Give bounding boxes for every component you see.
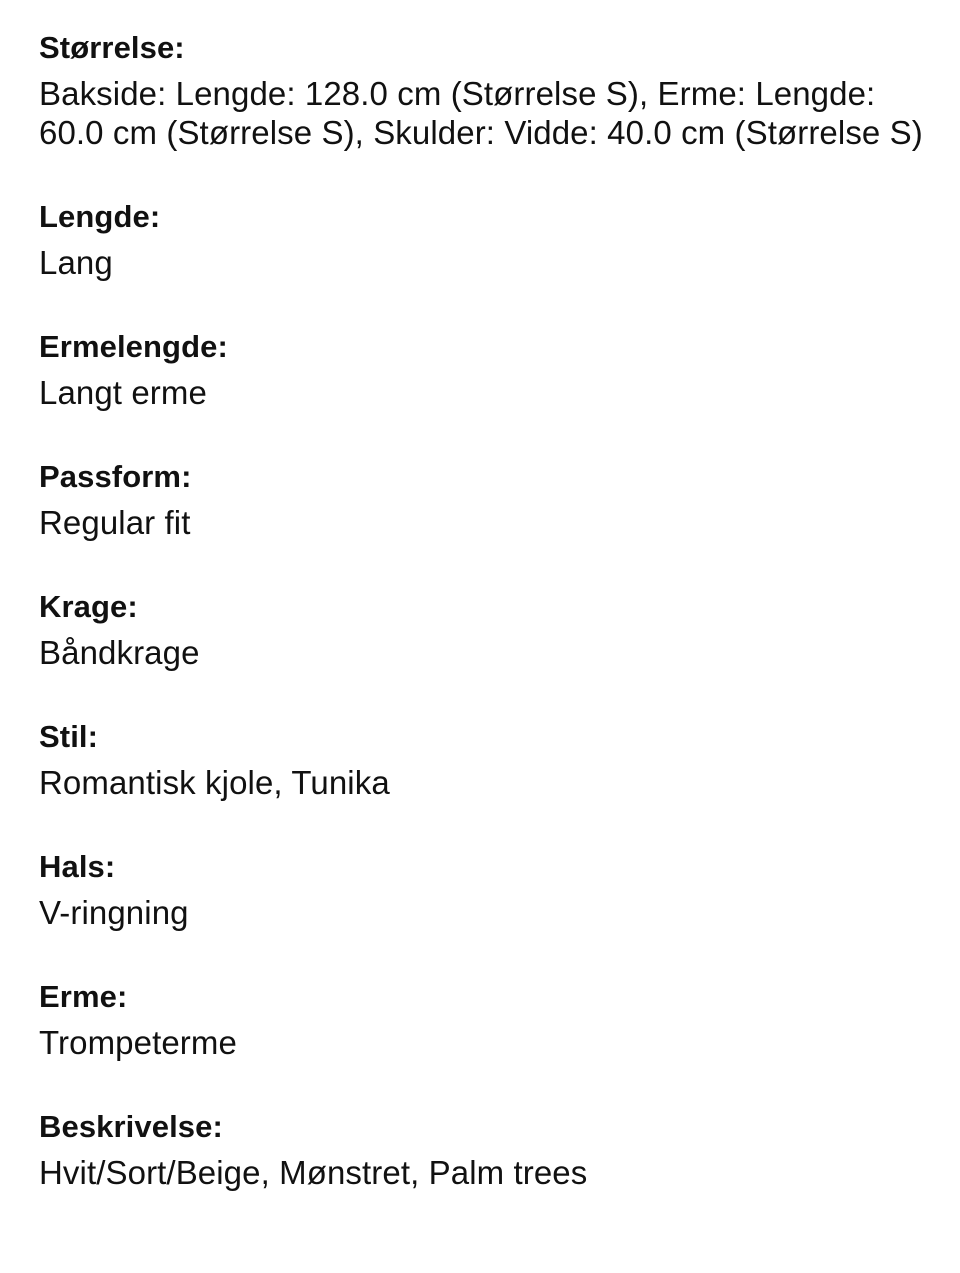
attribute-value: Regular fit (39, 504, 191, 541)
attribute-value: V-ringning (39, 894, 189, 931)
product-attributes-list (39, 28, 929, 1237)
attribute-value: Langt erme (39, 374, 207, 411)
attribute-label: Passform: (39, 459, 192, 494)
attribute-label: Krage: (39, 589, 138, 624)
attribute-neckline (39, 847, 929, 932)
attribute-description (39, 1107, 929, 1192)
attribute-length (39, 197, 929, 282)
attribute-sleeve-length (39, 327, 929, 412)
attribute-label: Hals: (39, 849, 116, 884)
attribute-label: Beskrivelse: (39, 1109, 223, 1144)
attribute-value: Romantisk kjole, Tunika (39, 764, 390, 801)
attribute-value: Trompeterme (39, 1024, 237, 1061)
attribute-fit (39, 457, 929, 542)
attribute-label: Ermelengde: (39, 329, 228, 364)
attribute-value: Bakside: Lengde: 128.0 cm (Størrelse S), Erme: Lengde: 60.0 cm (Størrelse S), Skulder: Vidde: 40.0 cm (Størrelse S) (39, 75, 923, 151)
attribute-collar (39, 587, 929, 672)
attribute-label: Lengde: (39, 199, 161, 234)
attribute-style (39, 717, 929, 802)
attribute-label: Stil: (39, 719, 99, 754)
attribute-value: Hvit/Sort/Beige, Mønstret, Palm trees (39, 1154, 588, 1191)
attribute-sleeve (39, 977, 929, 1062)
attribute-value: Båndkrage (39, 634, 200, 671)
attribute-value: Lang (39, 244, 113, 281)
attribute-size (39, 28, 929, 152)
attribute-label: Størrelse: (39, 30, 185, 65)
attribute-label: Erme: (39, 979, 128, 1014)
